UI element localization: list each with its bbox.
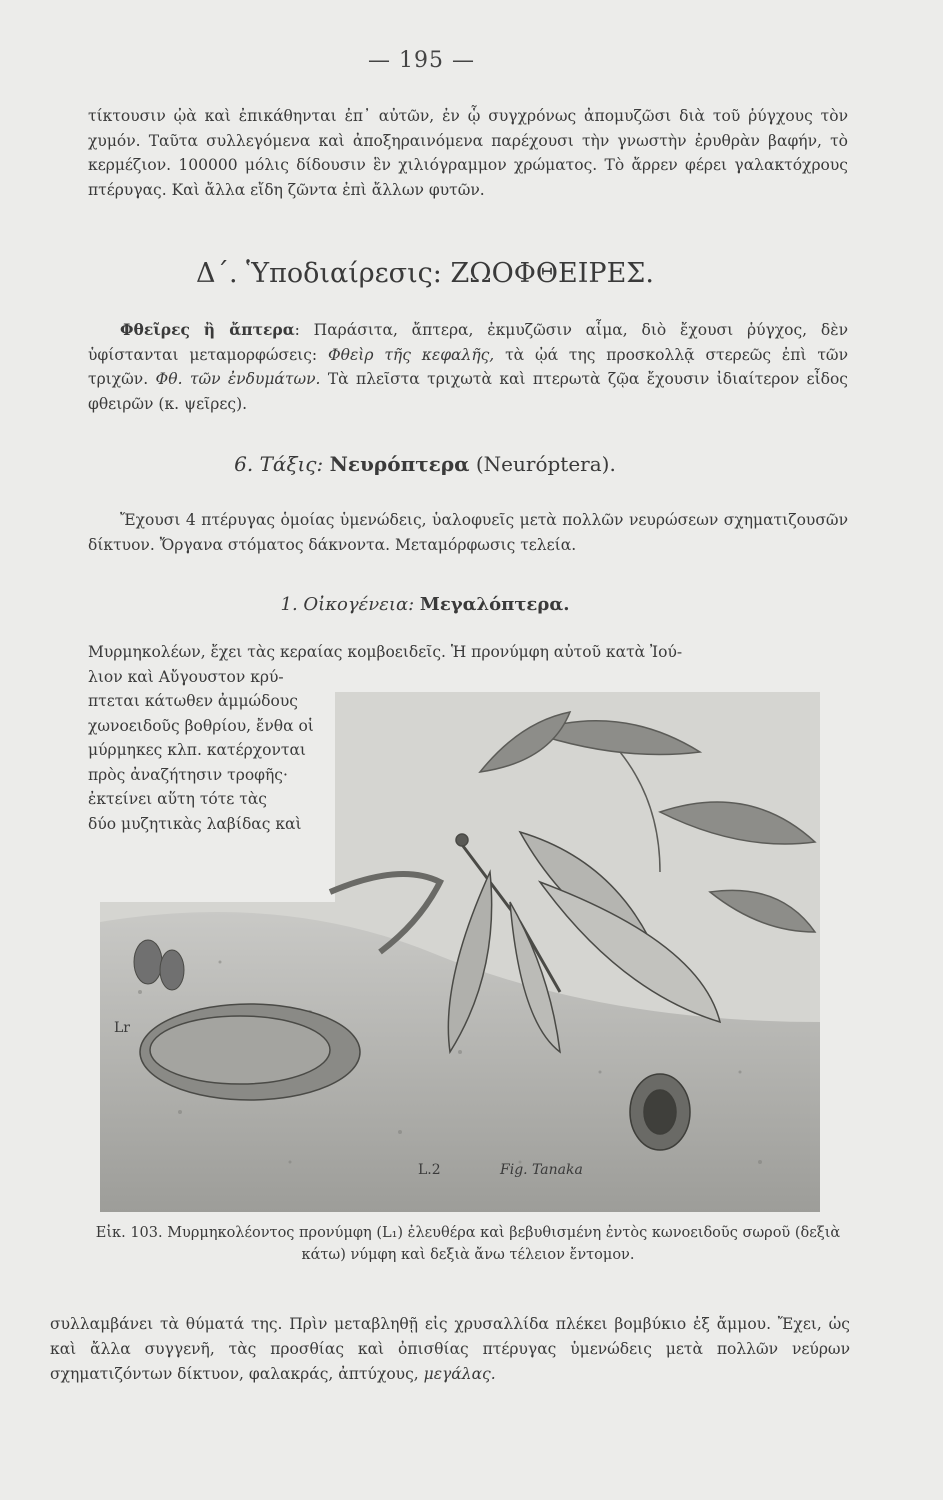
larva-free <box>140 1004 360 1100</box>
figure-signature: Fig. Tanaka <box>500 1162 583 1178</box>
order-heading <box>0 452 850 476</box>
order-paragraph <box>88 508 848 557</box>
phtheires-paragraph <box>88 318 848 416</box>
text-line: λιον καὶ Αὔγουστον κρύ- <box>88 667 284 686</box>
phtheires-term: Φθεῖρες <box>120 320 190 339</box>
phtheires-text-3: Τὰ πλεῖστα τριχωτὰ καὶ πτερωτὰ ζῷα ἔχουσιν ἰδιαίτερον εἶδος φθειρῶν (κ. ψεῖρες). <box>88 370 848 413</box>
phtheires-text-2: τὰ ᾠά της προσκολλᾷ στερεῶς ἐπὶ τῶν τριχῶν. <box>88 345 848 388</box>
figure-caption: Εἰκ. 103. Μυρμηκολέοντος προνύμφη (L₁) ἐλευθέρα καὶ βεβυθισμένη ἐντὸς κωνοειδοῦς σωροῦ (δεξιὰ κάτω) νύμφη καὶ δεξιὰ ἄνω τέλειον ἔντομον. <box>95 1225 841 1263</box>
intro-paragraph: τίκτουσιν ᾠὰ καὶ ἐπικάθηνται ἐπ᾽ αὐτῶν, ἐν ᾧ συγχρόνως ἀπομυζῶσι διὰ τοῦ ῥύγχους τὸν χυμόν. Ταῦτα συλλεγόμενα καὶ ἀποξηραινόμενα παρέχουσι τὴν γνωστὴν ἐρυθρὰν βαφήν, τὸ κερμέζιον. 100000 μόλις δίδουσιν ἓν χιλιόγραμμον χρώματος. Τὸ ἄρρεν φέρει γαλακτόχρους πτέρυγας. Καὶ ἄλλα εἴδη ζῶντα ἐπὶ ἄλλων φυτῶν. <box>88 107 848 199</box>
family-name: Μεγαλόπτερα. <box>419 594 570 615</box>
family-prefix: 1. Οἰκογένεια: <box>280 594 415 615</box>
phtheires-text-1: : Παράσιτα, ἄπτερα, ἐκμυζῶσιν αἷμα, διὸ ἔχουσι ῥύγχος, δὲν ὑφίστανται μεταμορφώσεις: <box>88 321 848 364</box>
closing-paragraph <box>50 1312 850 1387</box>
text-line: ἐκτείνει αὕτη τότε τὰς <box>88 790 267 808</box>
text-line: πρὸς ἀναζήτησιν τροφῆς· <box>88 765 288 784</box>
antlion-illustration <box>100 692 820 1212</box>
phtheires-italic-2: Φθ. τῶν ἐνδυμάτων. <box>155 370 321 388</box>
order-paragraph-text: Ἔχουσι 4 πτέρυγας ὁμοίας ὑμενώδεις, ὑαλοφυεῖς μετὰ πολλῶν νευρώσεων σχηματιζουσῶν δίκτυον. Ὄργανα στόματος δάκνοντα. Μεταμόρφωσις τελεία. <box>88 511 848 554</box>
phtheires-italic-1: Φθεὶρ τῆς κεφαλῆς, <box>327 345 495 364</box>
order-greek: Νευρόπτερα <box>329 452 470 476</box>
closing-text: συλλαμβάνει τὰ θύματά της. Πρὶν μεταβληθῇ εἰς χρυσαλλίδα πλέκει βομβύκιο ἐξ ἄμμου. Ἔχει, ὡς καὶ ἄλλα συγγενῆ, τὰς προσθίας καὶ ὀπισθίας πτέρυγας ὑμενώδεις μετὰ πολλῶν νεύρων σχηματιζόντων δίκτυον, φαλακράς, ἀπτύχους, <box>50 1315 850 1383</box>
section-heading: Δ΄. Ὑποδιαίρεσις: ΖΩΟΦΘΕΙΡΕΣ. <box>196 258 654 289</box>
text-line: χωνοειδοῦς βοθρίου, ἔνθα οἱ <box>88 716 314 735</box>
phtheires-term-alt: ἢ ἄπτερα <box>203 320 295 339</box>
order-prefix: 6. Τάξις: <box>234 452 324 476</box>
closing-italic: μεγάλας. <box>423 1365 496 1383</box>
text-line: δύο μυζητικὰς λαβίδας καὶ <box>88 814 302 833</box>
family-heading <box>0 594 850 615</box>
text-line: Μυρμηκολέων, ἔχει τὰς κεραίας κομβοειδεῖς. Ἡ προνύμφη αὐτοῦ κατὰ Ἰού- <box>88 643 683 661</box>
figure-label-bottom: L.2 <box>418 1162 441 1178</box>
text-line: πτεται κάτωθεν ἀμμώδους <box>88 692 298 710</box>
page-number: — 195 — <box>368 48 475 73</box>
pupa-in-funnel <box>630 1074 690 1150</box>
text-line: μύρμηκες κλπ. κατέρχονται <box>88 741 306 759</box>
order-latin: (Neuróptera). <box>475 452 616 476</box>
figure-label-left: Lr <box>114 1020 130 1036</box>
